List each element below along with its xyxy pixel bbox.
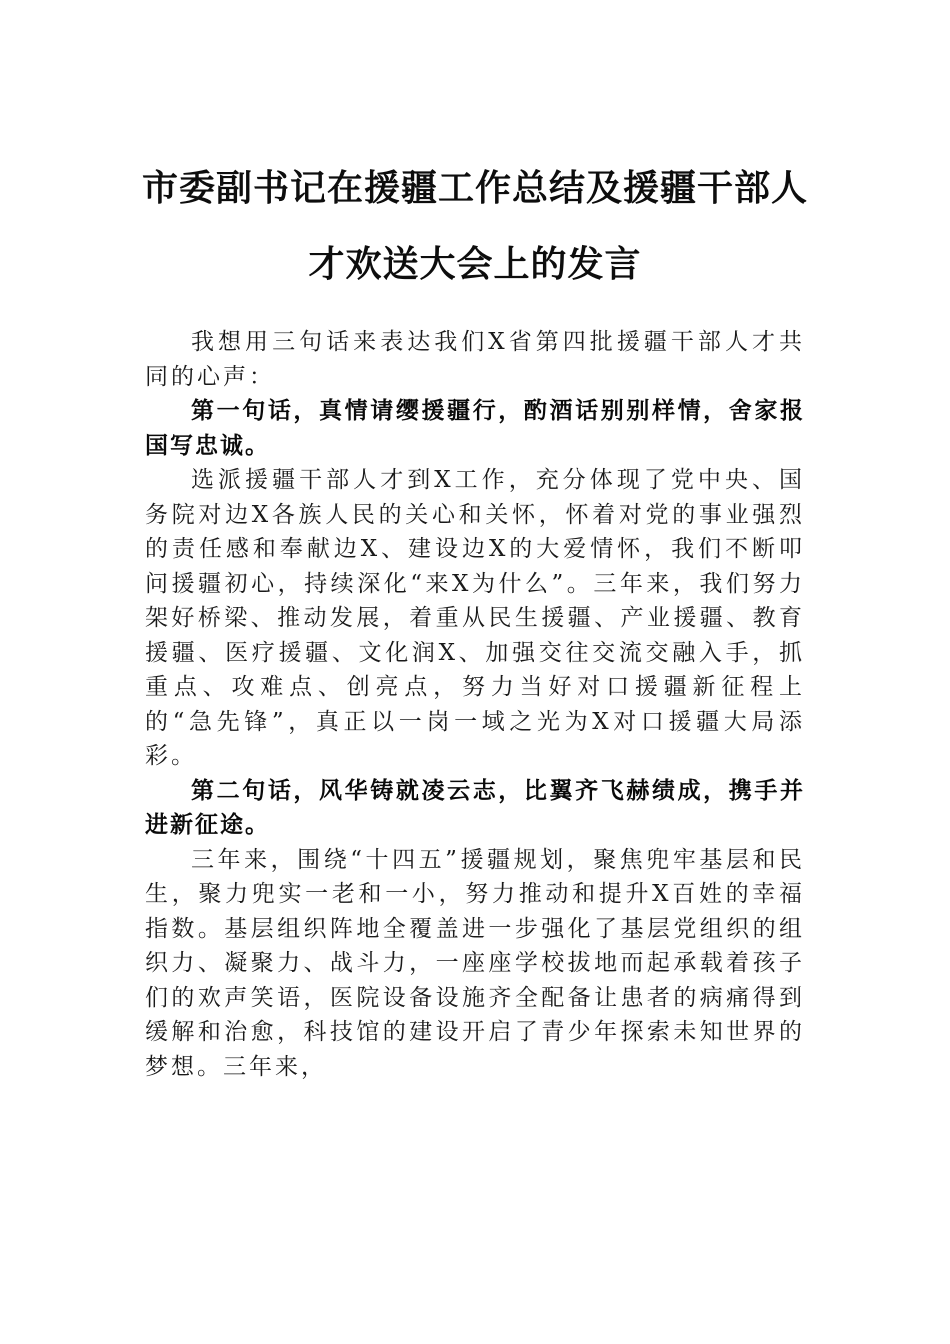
paragraph-second-sentence-body: 三年来，围绕“十四五”援疆规划，聚焦兜牢基层和民生，聚力兜实一老和一小，努力推动和提升X百姓的幸福指数。基层组织阵地全覆盖进一步强化了基层党组织的组织力、凝聚力、战斗力，一座座学校拔地而起承载着孩子们的欢声笑语，医院设备设施齐全配备让患者的病痛得到缓解和治愈，科技馆的建设开启了青少年探索未知世界的梦想。三年来， — [145, 846, 805, 1080]
paragraph-first-sentence-body: 选派援疆干部人才到X工作，充分体现了党中央、国务院对边X各族人民的关心和关怀，怀着对党的事业强烈的责任感和奉献边X、建设边X的大爱情怀，我们不断叩问援疆初心，持续深化“来X为什么”。三年来，我们努力架好桥梁、推动发展，着重从民生援疆、产业援疆、教育援疆、医疗援疆、文化润X、加强交往交流交融入手，抓重点、攻难点、创亮点，努力当好对口援疆新征程上的“急先锋”，真正以一岗一域之光为X对口援疆大局添彩。 — [145, 467, 805, 769]
paragraph-intro: 我想用三句话来表达我们X省第四批援疆干部人才共同的心声： — [145, 329, 805, 390]
document-body — [145, 325, 805, 1084]
paragraph-first-sentence-heading: 第一句话，真情请缨援疆行，酌酒话别别样情，舍家报国写忠诚。 — [145, 397, 805, 459]
paragraph-second-sentence-heading: 第二句话，风华铸就凌云志，比翼齐飞赫绩成，携手并进新征途。 — [145, 776, 805, 838]
document-title: 市委副书记在援疆工作总结及援疆干部人才欢送大会上的发言 — [141, 167, 808, 285]
